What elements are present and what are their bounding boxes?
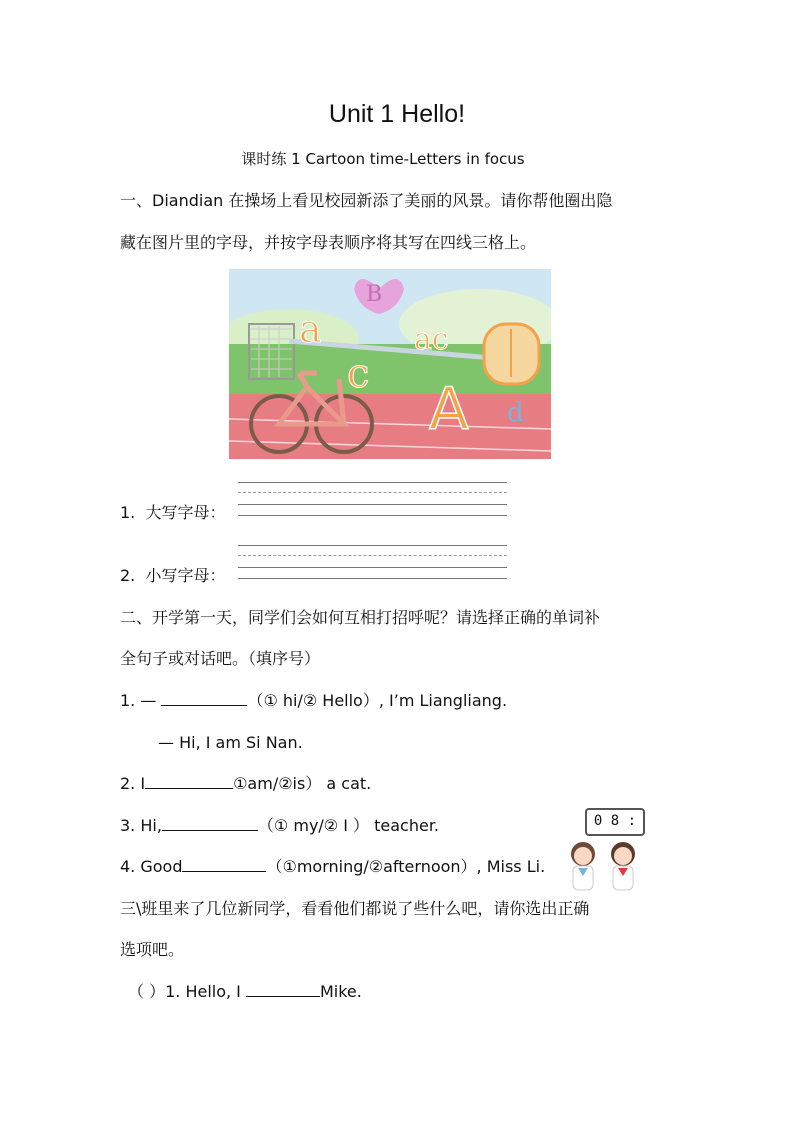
question-3-1 bbox=[128, 982, 362, 1002]
svg-text:B: B bbox=[366, 282, 383, 307]
svg-text:d: d bbox=[507, 398, 524, 428]
svg-text:ac: ac bbox=[414, 322, 449, 357]
question-2-2 bbox=[120, 774, 371, 794]
svg-text:A: A bbox=[429, 375, 469, 443]
question-2-4 bbox=[120, 857, 545, 877]
answer-blank[interactable] bbox=[162, 816, 258, 831]
question-2-1 bbox=[120, 691, 507, 711]
answer-blank[interactable] bbox=[161, 691, 247, 706]
question-options: （① hi/② Hello）, I’m Liangliang. bbox=[247, 691, 508, 710]
question-prefix: 2. I bbox=[120, 774, 146, 793]
section3-instruction-line2: 选项吧。 bbox=[120, 940, 185, 959]
item-label: 大写字母： bbox=[145, 503, 226, 522]
section1-instruction-line2: 藏在图片里的字母，并按字母表顺序将其写在四线三格上。 bbox=[120, 233, 537, 252]
question-prefix: 3. Hi, bbox=[120, 816, 162, 835]
answer-blank[interactable] bbox=[246, 982, 320, 997]
section1-instruction-line1: 一、Diandian 在操场上看见校园新添了美丽的风景。请你帮他圈出隐 bbox=[120, 191, 613, 210]
question-options: （①morning/②afternoon）, Miss Li. bbox=[266, 857, 546, 876]
svg-text:c: c bbox=[347, 351, 370, 397]
lowercase-label bbox=[120, 566, 225, 586]
question-prefix: 1. Hello, I bbox=[165, 982, 246, 1001]
page-subtitle: 课时练 1 Cartoon time-Letters in focus bbox=[241, 150, 525, 168]
item-label: 小写字母： bbox=[145, 566, 226, 585]
section2-instruction-line2: 全句子或对话吧。（填序号） bbox=[120, 649, 321, 668]
two-girls-illustration bbox=[563, 836, 647, 892]
answer-paren[interactable]: （ ） bbox=[128, 982, 166, 1001]
question-options: （① my/② I ） teacher. bbox=[257, 816, 440, 835]
playground-letters-illustration bbox=[229, 269, 551, 459]
question-options: ①am/②is） a cat. bbox=[233, 774, 372, 793]
answer-blank[interactable] bbox=[182, 857, 266, 872]
four-line-grid-uppercase[interactable] bbox=[238, 482, 507, 518]
svg-text:a: a bbox=[299, 307, 322, 351]
clock-display: 0 8 : bbox=[585, 808, 645, 836]
question-2-1-reply: — Hi, I am Si Nan. bbox=[158, 733, 303, 752]
question-2-3 bbox=[120, 816, 439, 836]
page-title: Unit 1 Hello! bbox=[328, 100, 466, 128]
section3-instruction-line1: 三\班里来了几位新同学，看看他们都说了些什么吧，请你选出正确 bbox=[120, 899, 590, 918]
uppercase-label bbox=[120, 503, 225, 523]
question-suffix: Mike. bbox=[319, 982, 362, 1001]
question-prefix: 1. — bbox=[120, 691, 157, 710]
section2-instruction-line1: 二、开学第一天，同学们会如何互相打招呼呢？请选择正确的单词补 bbox=[120, 608, 601, 627]
answer-blank[interactable] bbox=[145, 774, 233, 789]
item-number: 1. bbox=[120, 503, 136, 522]
item-number: 2. bbox=[120, 566, 136, 585]
four-line-grid-lowercase[interactable] bbox=[238, 545, 507, 581]
question-prefix: 4. Good bbox=[120, 857, 183, 876]
